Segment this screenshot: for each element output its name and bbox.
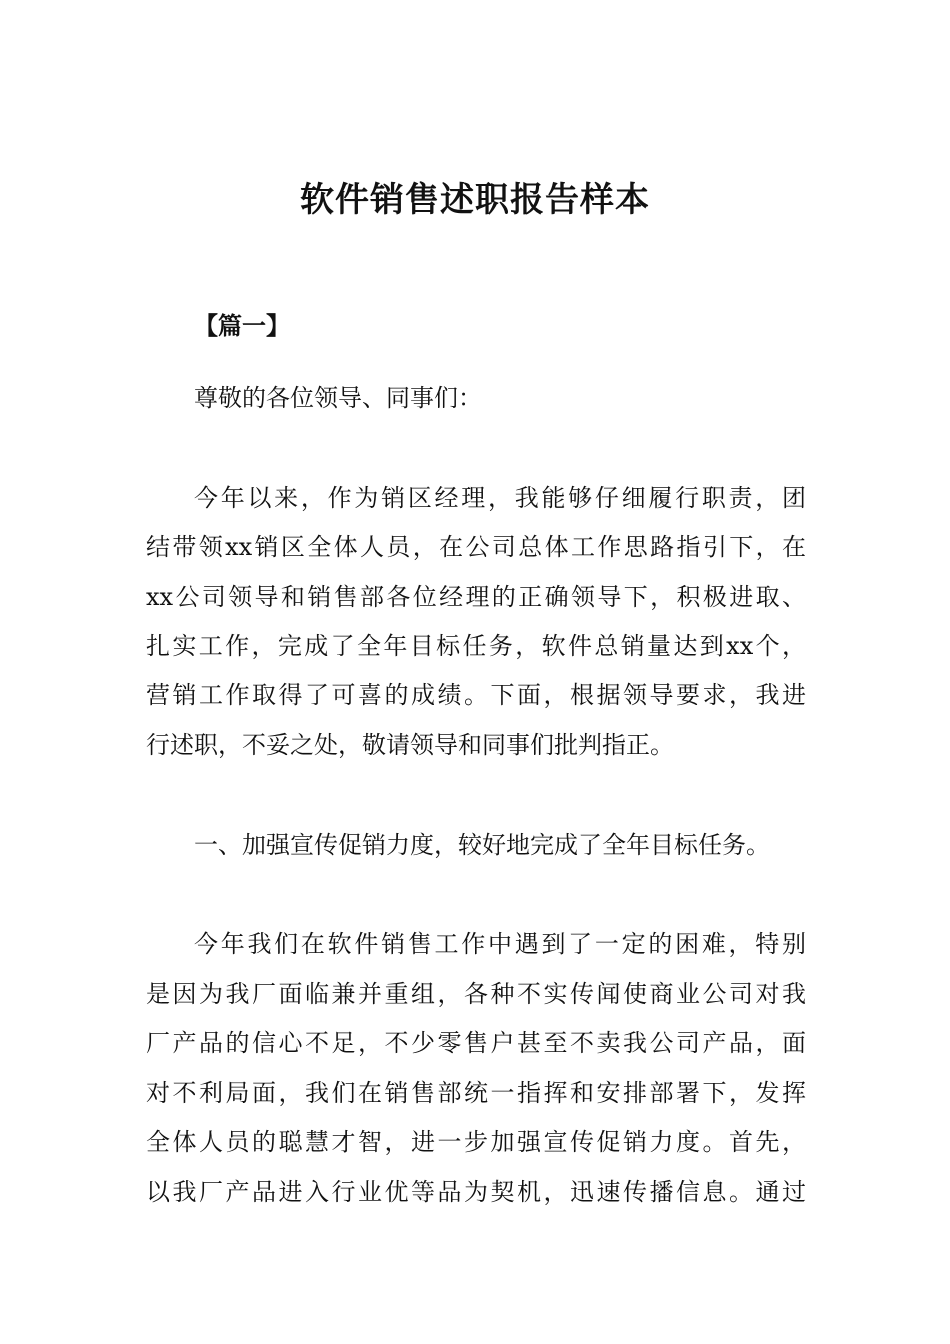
salutation: 尊敬的各位领导、同事们：	[194, 384, 482, 412]
paragraph-line: 结带领xx销区全体人员，在公司总体工作思路指引下，在	[146, 533, 806, 561]
paragraph-line: 行述职，不妥之处，敬请领导和同事们批判指正。	[146, 731, 674, 759]
paragraph-line: 营销工作取得了可喜的成绩。下面，根据领导要求，我进	[146, 681, 806, 709]
section-heading: 一、加强宣传促销力度，较好地完成了全年目标任务。	[194, 831, 770, 859]
section-label: 【篇一】	[194, 312, 290, 340]
paragraph-line: 今年以来，作为销区经理，我能够仔细履行职责，团	[194, 484, 806, 512]
paragraph-line: 以我厂产品进入行业优等品为契机，迅速传播信息。通过	[146, 1178, 806, 1206]
paragraph-line: 厂产品的信心不足，不少零售户甚至不卖我公司产品，面	[146, 1029, 806, 1057]
paragraph-line: 是因为我厂面临兼并重组，各种不实传闻使商业公司对我	[146, 980, 806, 1008]
paragraph-line: 扎实工作，完成了全年目标任务，软件总销量达到xx个，	[146, 632, 806, 660]
paragraph-line: xx公司领导和销售部各位经理的正确领导下，积极进取、	[146, 583, 806, 611]
paragraph-line: 今年我们在软件销售工作中遇到了一定的困难，特别	[194, 930, 806, 958]
document-title: 软件销售述职报告样本	[300, 180, 650, 220]
paragraph-line: 全体人员的聪慧才智，进一步加强宣传促销力度。首先，	[146, 1128, 806, 1156]
paragraph-line: 对不利局面，我们在销售部统一指挥和安排部署下，发挥	[146, 1079, 806, 1107]
